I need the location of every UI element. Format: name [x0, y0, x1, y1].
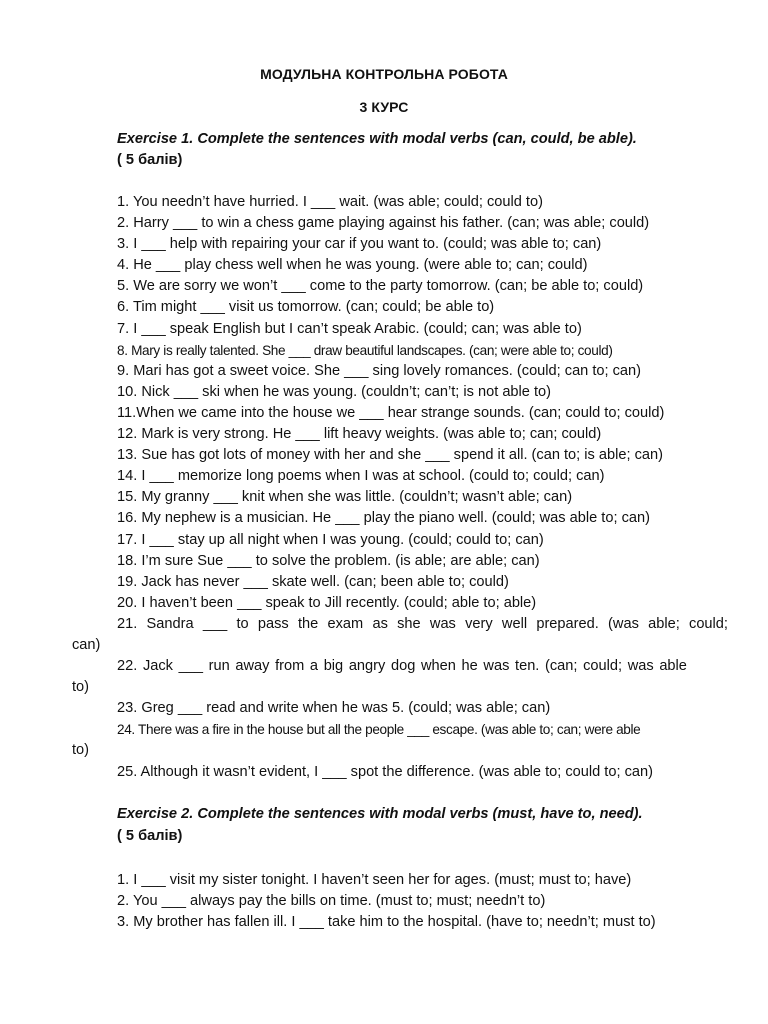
exercise-1-item-4: 4. He ___ play chess well when he was young. (were able to; can; could)	[117, 257, 588, 274]
exercise-1-item-24-line1: 24. There was a fire in the house but all the people ___ escape. (was able to; can; were able	[117, 722, 641, 738]
exercise-1-item-11: 11.When we came into the house we ___ hear strange sounds. (can; could to; could)	[117, 404, 665, 421]
exercise-1-item-1: 1. You needn’t have hurried. I ___ wait. (was able; could; could to)	[117, 194, 543, 210]
exercise-1-item-20: 20. I haven’t been ___ speak to Jill recently. (could; able to; able)	[117, 594, 537, 611]
exercise-1-item-5: 5. We are sorry we won’t ___ come to the party tomorrow. (can; be able to; could)	[117, 278, 644, 295]
exercise-1-item-12: 12. Mark is very strong. He ___ lift heavy weights. (was able to; can; could)	[117, 426, 602, 443]
exercise-2-points: ( 5 балів)	[117, 828, 183, 844]
exercise-1-heading: Exercise 1. Complete the sentences with modal verbs (can, could, be able).	[117, 131, 637, 147]
exercise-1-points: ( 5 балів)	[117, 152, 183, 168]
exercise-1-item-16: 16. My nephew is a musician. He ___ play the piano well. (could; was able to; can)	[117, 510, 650, 527]
document-title: МОДУЛЬНА КОНТРОЛЬНА РОБОТА	[260, 66, 508, 82]
exercise-1-item-9: 9. Mari has got a sweet voice. She ___ sing lovely romances. (could; can to; can)	[117, 362, 642, 379]
exercise-1-item-23: 23. Greg ___ read and write when he was 5. (could; was able; can)	[117, 700, 551, 717]
exercise-1-item-7: 7. I ___ speak English but I can’t speak Arabic. (could; can; was able to)	[117, 320, 582, 337]
exercise-1-item-15: 15. My granny ___ knit when she was little. (couldn’t; wasn’t able; can)	[117, 489, 573, 506]
exercise-1-item-18: 18. I’m sure Sue ___ to solve the problem. (is able; are able; can)	[117, 552, 540, 569]
exercise-1-item-6: 6. Tim might ___ visit us tomorrow. (can; could; be able to)	[117, 299, 495, 316]
exercise-1-item-17: 17. I ___ stay up all night when I was young. (could; could to; can)	[117, 531, 544, 548]
exercise-2-item-1: 1. I ___ visit my sister tonight. I haven’t seen her for ages. (must; must to; have)	[117, 872, 632, 888]
exercise-1-item-3: 3. I ___ help with repairing your car if you want to. (could; was able to; can)	[117, 236, 602, 253]
exercise-2-item-2: 2. You ___ always pay the bills on time. (must to; must; needn’t to)	[117, 893, 546, 910]
exercise-1-list	[0, 192, 768, 783]
exercise-1-item-21-line2: can)	[72, 636, 101, 653]
exercise-2-list	[0, 870, 768, 933]
document-subtitle: 3 КУРС	[359, 99, 409, 115]
exercise-1-item-2: 2. Harry ___ to win a chess game playing against his father. (can; was able; could)	[117, 215, 650, 232]
exercise-1-item-25: 25. Although it wasn’t evident, I ___ spot the difference. (was able to; could to; can)	[117, 763, 653, 780]
exercise-1-item-19: 19. Jack has never ___ skate well. (can; been able to; could)	[117, 573, 509, 590]
exercise-1-item-10: 10. Nick ___ ski when he was young. (couldn’t; can’t; is not able to)	[117, 383, 551, 400]
exercise-1-item-14: 14. I ___ memorize long poems when I was at school. (could to; could; can)	[117, 468, 605, 485]
exercise-1-item-22-line1: 22. Jack ___ run away from a big angry dog when he was ten. (can; could; was able	[117, 658, 687, 675]
exercise-2-heading: Exercise 2. Complete the sentences with modal verbs (must, have to, need).	[117, 806, 643, 822]
exercise-2-item-3: 3. My brother has fallen ill. I ___ take him to the hospital. (have to; needn’t; must to)	[117, 914, 656, 931]
exercise-1-item-21-line1: 21. Sandra ___ to pass the exam as she was very well prepared. (was able; could;	[117, 615, 728, 632]
exercise-1-item-22-line2: to)	[72, 679, 90, 696]
exercise-1-item-24	[0, 719, 768, 761]
exercise-1-item-21	[0, 614, 768, 656]
exercise-1-item-13: 13. Sue has got lots of money with her and she ___ spend it all. (can to; is able; can)	[117, 447, 663, 464]
exercise-1-item-24-line2: to)	[72, 742, 90, 759]
exercise-1-item-8: 8. Mary is really talented. She ___ draw beautiful landscapes. (can; were able to; could)	[117, 342, 613, 358]
exercise-1-item-22	[0, 656, 768, 698]
